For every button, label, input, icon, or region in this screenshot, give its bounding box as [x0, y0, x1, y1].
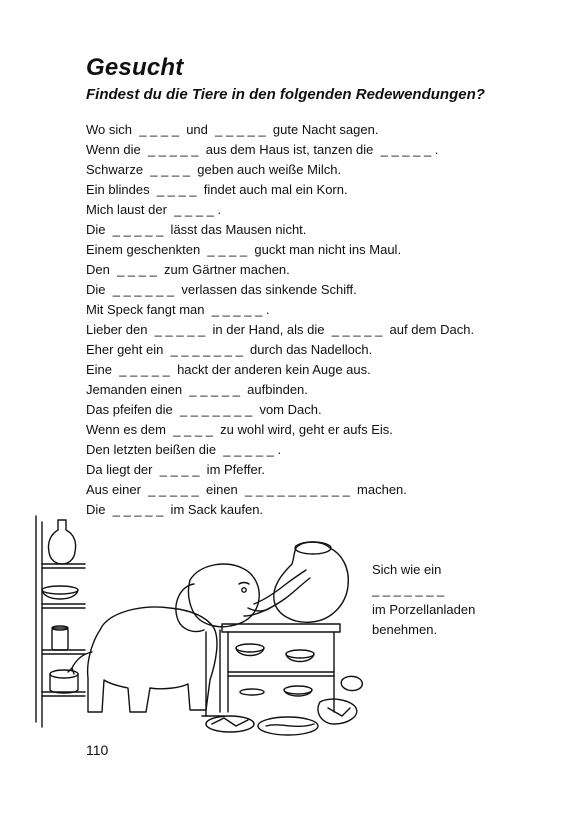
idiom-line: Wo sich _ _ _ _ und _ _ _ _ _ gute Nacht sagen. [86, 122, 379, 137]
idiom-list [86, 120, 546, 520]
idiom-line: Das pfeifen die _ _ _ _ _ _ _ vom Dach. [86, 402, 322, 417]
caption-line: Sich wie ein [372, 562, 442, 577]
idiom-line: Eine _ _ _ _ _ hackt der anderen kein Auge aus. [86, 362, 371, 377]
idiom-line: Aus einer _ _ _ _ _ einen _ _ _ _ _ _ _ _ _ _ machen. [86, 482, 407, 497]
idiom-line: Wenn es dem _ _ _ _ zu wohl wird, geht er aufs Eis. [86, 422, 393, 437]
idiom-line: Die _ _ _ _ _ _ verlassen das sinkende Schiff. [86, 282, 357, 297]
broken-plates-icon [206, 676, 362, 735]
idiom-line: Die _ _ _ _ _ im Sack kaufen. [86, 502, 264, 517]
idiom-line: Schwarze _ _ _ _ geben auch weiße Milch. [86, 162, 342, 177]
table-icon [222, 624, 340, 712]
dishes-icon [236, 644, 314, 696]
idiom-line: Ein blindes _ _ _ _ findet auch mal ein Korn. [86, 182, 348, 197]
idiom-line: Da liegt der _ _ _ _ im Pfeffer. [86, 462, 265, 477]
page-title: Gesucht [86, 54, 184, 81]
idiom-line: Mit Speck fangt man _ _ _ _ _ . [86, 302, 270, 317]
page-subtitle: Findest du die Tiere in den folgenden Redewendungen? [86, 86, 485, 103]
shelf-icon [36, 516, 85, 727]
idiom-line: Mich laust der _ _ _ _ . [86, 202, 222, 217]
elephant-in-china-shop-illustration [30, 512, 375, 742]
bottle-icon [48, 520, 75, 564]
idiom-line: Wenn die _ _ _ _ _ aus dem Haus ist, tanzen die _ _ _ _ _ . [86, 142, 439, 157]
illustration-caption [372, 560, 492, 640]
elephant-icon [68, 564, 310, 716]
vase-icon [274, 542, 349, 622]
idiom-line: Eher geht ein _ _ _ _ _ _ _ durch das Nadelloch. [86, 342, 373, 357]
bowl-icon [42, 586, 78, 599]
idiom-line: Die _ _ _ _ _ lässt das Mausen nicht. [86, 222, 307, 237]
idiom-line: Jemanden einen _ _ _ _ _ aufbinden. [86, 382, 308, 397]
idiom-line: Einem geschenkten _ _ _ _ guckt man nicht ins Maul. [86, 242, 402, 257]
idiom-line: Den _ _ _ _ zum Gärtner machen. [86, 262, 290, 277]
caption-line: benehmen. [372, 622, 438, 637]
idiom-line: Den letzten beißen die _ _ _ _ _ . [86, 442, 282, 457]
caption-blank: _ _ _ _ _ _ _ [372, 582, 445, 597]
cup-icon [52, 626, 68, 650]
page-number: 110 [86, 742, 109, 758]
caption-line: im Porzellanladen [372, 602, 476, 617]
idiom-line: Lieber den _ _ _ _ _ in der Hand, als die _ _ _ _ _ auf dem Dach. [86, 322, 475, 337]
